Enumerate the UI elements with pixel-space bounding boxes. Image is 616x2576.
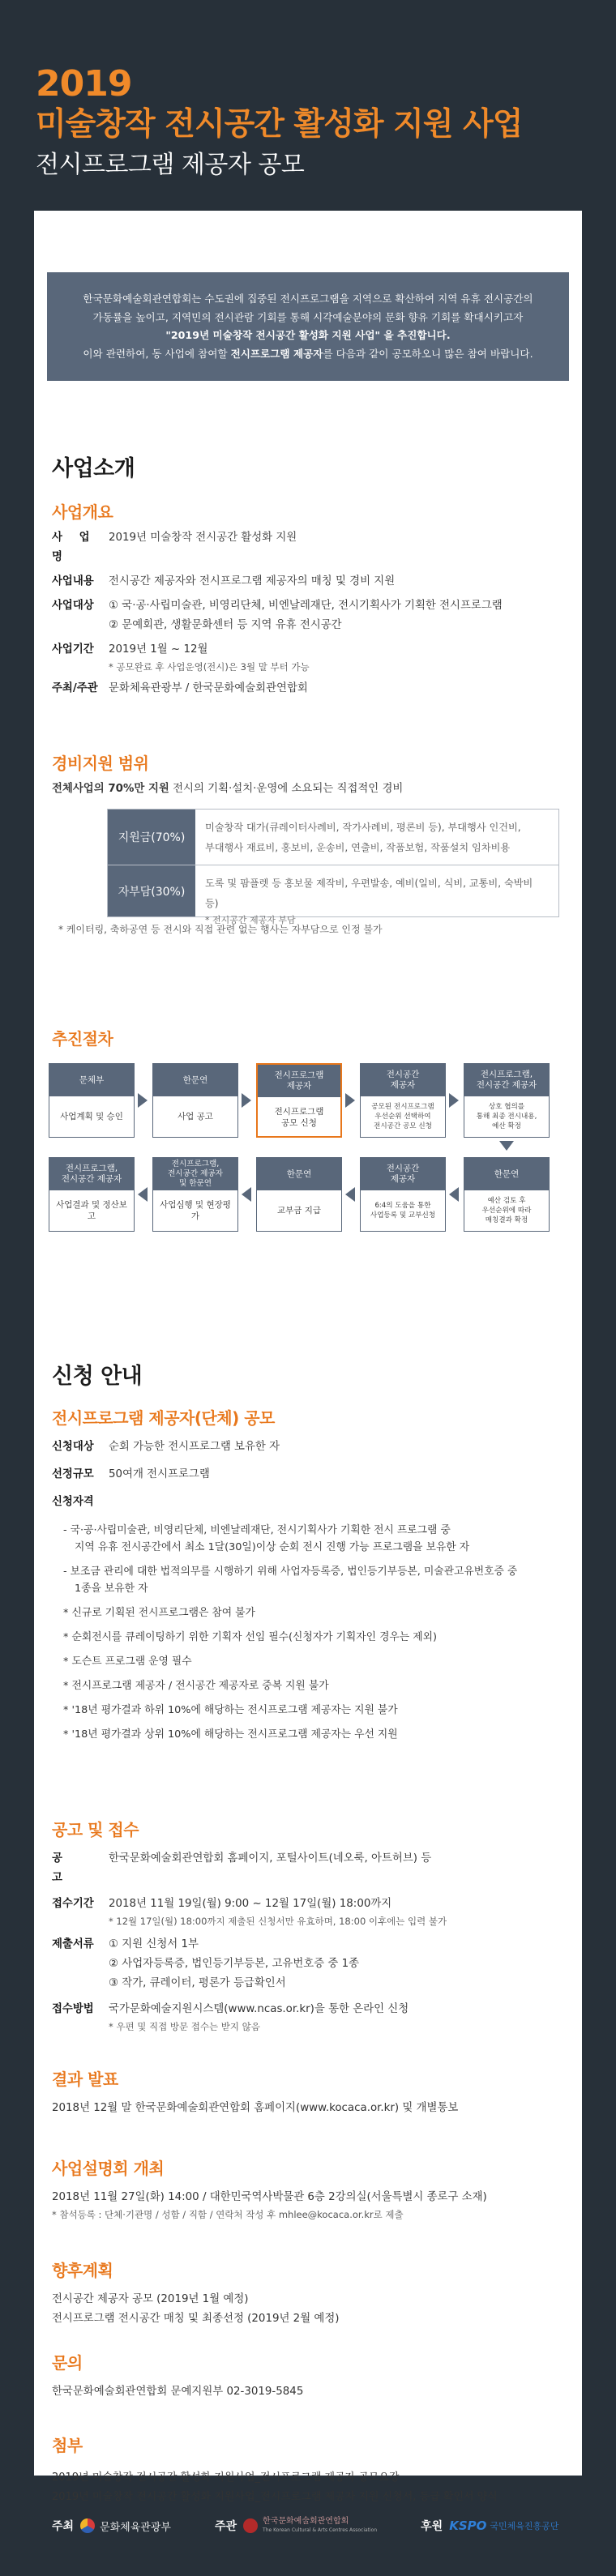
row-value: 순회 가능한 전시프로그램 보유한 자 <box>109 1441 280 1453</box>
row-value: 문화체육관광부 / 한국문화예술회관연합회 <box>109 682 308 694</box>
process-step <box>360 1063 446 1138</box>
subtitle-notice: 공고 및 접수 <box>52 1820 139 1839</box>
kspo-logo-icon: KSPO <box>449 2518 487 2533</box>
row-value <box>109 1935 571 1993</box>
arrow-down-icon <box>499 1141 514 1151</box>
row-key: 주최/주관 <box>52 682 98 694</box>
row-key: 접수방법 <box>52 2003 94 2015</box>
row-note: * 공모완료 후 사업운영(전시)은 3월 말 부터 가능 <box>109 661 310 673</box>
arrow-left-icon <box>138 1187 148 1202</box>
arrow-left-icon <box>242 1187 251 1202</box>
step-body: 공모된 전시프로그램 우선순위 선택하여 전시공간 공모 신청 <box>371 1103 434 1130</box>
overview-row <box>52 528 563 567</box>
row-value-line: 국가문화예술지원시스템(www.ncas.or.kr)을 통한 온라인 신청 <box>109 2003 409 2015</box>
intro-text: 를 다음과 같이 공모하오니 많은 참여 바랍니다. <box>323 347 533 360</box>
step-title: 전시프로그램 제공자 <box>258 1065 340 1097</box>
budget-key: 자부담(30%) <box>108 865 195 916</box>
content-card <box>34 211 582 2503</box>
qualification-list <box>63 1522 566 1750</box>
process-step <box>464 1063 550 1138</box>
budget-row <box>108 810 558 865</box>
budget-lead-text: 전시의 기획·설치·운영에 소요되는 직접적인 경비 <box>169 783 404 795</box>
row-key: 접수기간 <box>52 1898 94 1910</box>
step-title: 전시공간 제공자 <box>361 1158 445 1190</box>
qualification-item: * '18년 평가결과 하위 10%에 해당하는 전시프로그램 제공자는 지원 불가 <box>63 1704 398 1716</box>
overview-row <box>52 596 563 635</box>
overview-list <box>52 528 563 703</box>
step-body: 사업계획 및 승인 <box>60 1112 123 1121</box>
budget-note: * 전시공간 제공자 부담 <box>205 915 296 925</box>
row-value <box>109 596 563 635</box>
host-label: 주최 <box>52 2520 75 2533</box>
qualification-item: * '18년 평가결과 상위 10%에 해당하는 전시프로그램 제공자는 우선 지원 <box>63 1728 398 1741</box>
notice-row <box>52 1935 571 1993</box>
row-value-line: ② 사업자등록증, 법인등기부등본, 고유번호증 중 1종 <box>109 1958 360 1970</box>
budget-value-line: 도록 및 팜플렛 등 홍보물 제작비, 우편발송, 예비(일비, 식비, 교통비, 숙박비 등) <box>205 878 533 909</box>
step-title: 전시프로그램, 전시공간 제공자 <box>49 1158 134 1190</box>
qualification-item: - 보조금 관리에 대한 법적의무를 시행하기 위해 사업자등록증, 법인등기부등본, 미술관고유번호증 중 1종을 보유한 자 <box>63 1566 518 1595</box>
section-title-overview: 사업소개 <box>52 456 135 481</box>
organizer-name: 한국문화예술회관연합회 <box>263 2517 349 2526</box>
row-value: 50여개 전시프로그램 <box>109 1468 210 1480</box>
row-value <box>109 2000 571 2034</box>
arrow-left-icon <box>345 1187 355 1202</box>
budget-footnote: * 케이터링, 축하공연 등 전시와 직접 관련 없는 행사는 자부담으로 인정 불가 <box>58 924 383 935</box>
qualification-item: * 전시프로그램 제공자 / 전시공간 제공자로 중복 지원 불가 <box>63 1680 329 1692</box>
intro-bold: 전시프로그램 제공자 <box>230 347 323 360</box>
overview-row <box>52 572 563 592</box>
intro-text: 이와 관련하여, 동 사업에 참여할 <box>83 347 231 360</box>
step-body: 교부금 지급 <box>276 1206 322 1215</box>
row-value-line: 2018년 11월 19일(월) 9:00 ~ 12월 17일(월) 18:00까지 <box>109 1898 392 1910</box>
row-value-line: ① 국·공·사립미술관, 비영리단체, 비엔날레재단, 전시기획사가 기획한 전시프로그램 <box>109 600 503 612</box>
step-title: 한문연 <box>257 1158 341 1190</box>
host-logo <box>52 2518 171 2534</box>
sponsor-logo <box>421 2518 558 2534</box>
budget-value-line: 부대행사 재료비, 홍보비, 운송비, 연출비, 작품보험, 작품설치 임차비용 <box>205 842 511 853</box>
row-note: * 우편 및 직접 방문 접수는 받지 않음 <box>109 2021 260 2032</box>
overview-row <box>52 679 563 698</box>
row-value: 2019년 미술창작 전시공간 활성화 지원 <box>109 532 297 544</box>
row-key: 사업내용 <box>52 575 94 587</box>
process-step <box>152 1157 238 1232</box>
process-step <box>49 1157 135 1232</box>
budget-value <box>195 865 558 925</box>
kocaca-emblem-icon <box>243 2518 258 2533</box>
qualification-item: * 순회전시를 큐레이팅하기 위한 기획자 선임 필수(신청자가 기획자인 경우는 제외) <box>63 1631 437 1643</box>
step-title: 한문연 <box>153 1064 237 1096</box>
apply-row <box>52 1465 563 1485</box>
plan-list <box>52 2290 339 2329</box>
attachment-link[interactable]: 2019년 미술창작 전시공간 활성화 지원사업_전시프로그램 제공자 지원 신청서, 등급 확인서 양식 <box>52 2491 498 2503</box>
row-value: 한국문화예술회관연합회 홈페이지, 포털사이트(네오룩, 아트허브) 등 <box>109 1852 432 1865</box>
header-subtitle: 전시프로그램 제공자 공모 <box>36 151 305 179</box>
row-note: * 12월 17일(월) 18:00까지 제출된 신청서만 유효하며, 18:00 이후에는 입력 불가 <box>109 1916 447 1927</box>
budget-lead <box>52 780 403 799</box>
notice-row <box>52 2000 571 2034</box>
process-step-highlighted <box>256 1063 342 1138</box>
subtitle-plan: 향후계획 <box>52 2261 113 2280</box>
arrow-right-icon <box>345 1093 355 1108</box>
qualification-item: * 도슨트 프로그램 운영 필수 <box>63 1655 192 1668</box>
budget-key: 지원금(70%) <box>108 810 195 865</box>
attachment-link[interactable]: 2019년 미술창작 전시공간 활성화 지원사업_전시프로그램 제공자 공모요강 <box>52 2471 400 2484</box>
arrow-right-icon <box>242 1093 251 1108</box>
step-title: 전시프로그램, 전시공간 제공자 <box>464 1064 549 1096</box>
footer-sponsors <box>0 2476 616 2576</box>
process-step <box>49 1063 135 1138</box>
arrow-left-icon <box>449 1187 459 1202</box>
result-text: 2018년 12월 말 한국문화예술회관연합회 홈페이지(www.kocaca.or.kr) 및 개별통보 <box>52 2102 459 2114</box>
process-step <box>256 1157 342 1232</box>
plan-item: 전시공간 제공자 공모 (2019년 1월 예정) <box>52 2293 249 2305</box>
row-key: 신청대상 <box>52 1441 94 1453</box>
arrow-right-icon <box>449 1093 459 1108</box>
row-key: 사업기간 <box>52 643 94 656</box>
subtitle-apply: 전시프로그램 제공자(단체) 공모 <box>52 1408 275 1428</box>
subtitle-budget: 경비지원 범위 <box>52 754 149 773</box>
subtitle-process: 추진절차 <box>52 1029 113 1049</box>
apply-row <box>52 1493 563 1512</box>
process-step <box>464 1157 550 1232</box>
organizer-logo <box>215 2517 377 2535</box>
budget-value-line: 미술창작 대가(큐레이터사례비, 작가사례비, 평론비 등), 부대행사 인건비, <box>205 822 521 833</box>
subtitle-attach: 첨부 <box>52 2436 83 2455</box>
row-key: 제출서류 <box>52 1938 94 1950</box>
row-value-line: 2019년 1월 ~ 12월 <box>109 643 208 656</box>
step-title: 전시프로그램, 전시공간 제공자 및 한문연 <box>153 1158 237 1190</box>
row-value <box>109 640 563 674</box>
organizer-text <box>263 2517 377 2535</box>
budget-table <box>107 809 559 925</box>
row-value-line: ② 문예회관, 생활문화센터 등 지역 유휴 전시공간 <box>109 619 342 631</box>
ministry-emblem-icon <box>80 2518 95 2533</box>
budget-row <box>108 865 558 925</box>
row-value <box>109 1895 571 1929</box>
arrow-right-icon <box>138 1093 148 1108</box>
row-value-line: ③ 작가, 큐레이터, 평론가 등급확인서 <box>109 1977 286 1989</box>
process-step <box>152 1063 238 1138</box>
organizer-name-en: The Korean Cultural & Arts Centres Association <box>263 2527 378 2533</box>
budget-lead-bold: 전체사업의 70%만 지원 <box>52 783 169 795</box>
row-key: 사 업 명 <box>52 532 96 563</box>
plan-item: 전시프로그램 전시공간 매칭 및 최종선정 (2019년 2월 예정) <box>52 2313 340 2325</box>
row-key: 공 고 <box>52 1852 82 1884</box>
qualification-item: - 국·공·사립미술관, 비영리단체, 비엔날레재단, 전시기획사가 기획한 전시 프로그램 중 지역 유휴 전시공간에서 최소 1달(30일)이상 순회 전시 진행 가능 프로그램을 보유한 자 <box>63 1524 470 1553</box>
briefing-text: 2018년 11월 27일(화) 14:00 / 대한민국역사박물관 6층 2강의실(서울특별시 종로구 소재) <box>52 2191 487 2203</box>
step-body: 사업심행 및 현장평가 <box>160 1200 231 1221</box>
intro-line <box>62 345 554 364</box>
organizer-label: 주관 <box>214 2520 237 2533</box>
header-year: 2019 <box>36 63 132 105</box>
budget-value <box>195 810 558 865</box>
contact-text: 한국문화예술회관연합회 문예지원부 02-3019-5845 <box>52 2386 304 2398</box>
section-title-apply: 신청 안내 <box>52 1364 143 1389</box>
step-body: 상호 협의를 통해 최종 전시내용, 예산 확정 <box>476 1103 537 1130</box>
intro-line: 한국문화예술회관연합회는 수도권에 집중된 전시프로그램을 지역으로 확산하여 지역 유휴 전시공간의 <box>83 293 533 305</box>
step-title: 문체부 <box>49 1064 134 1096</box>
apply-list <box>52 1438 563 1517</box>
step-body: 예산 검토 후 우선순위에 따라 매칭결과 확정 <box>481 1197 532 1224</box>
host-name: 문화체육관광부 <box>100 2521 171 2534</box>
intro-line: "2019년 미술창작 전시공간 활성화 지원 사업" 을 추진합니다. <box>165 329 451 341</box>
row-key: 선정규모 <box>52 1468 94 1480</box>
subtitle-result: 결과 발표 <box>52 2070 118 2089</box>
subtitle-overview: 사업개요 <box>52 502 113 522</box>
subtitle-contact: 문의 <box>52 2353 83 2373</box>
sponsor-label: 후원 <box>421 2520 443 2533</box>
step-body: 사업 공고 <box>178 1112 213 1121</box>
notice-row <box>52 1895 571 1929</box>
step-body: 전시프로그램 공모 신청 <box>274 1107 324 1128</box>
step-title: 한문연 <box>464 1158 549 1190</box>
row-key: 신청자격 <box>52 1496 94 1508</box>
step-title: 전시공간 제공자 <box>361 1064 445 1096</box>
sponsor-name: 국민체육진흥공단 <box>490 2521 559 2531</box>
row-key: 사업대상 <box>52 600 94 612</box>
step-body: 6:4의 도움을 통한 사업등록 및 교부신청 <box>370 1202 436 1220</box>
page-header <box>0 0 616 193</box>
subtitle-briefing: 사업설명회 개최 <box>52 2159 165 2178</box>
row-value: 전시공간 제공자와 전시프로그램 제공자의 매칭 및 경비 지원 <box>109 575 396 587</box>
apply-row <box>52 1438 563 1457</box>
briefing-note: * 참석등록 : 단체·기관명 / 성함 / 직함 / 연락처 작성 후 mhlee@kocaca.or.kr로 제출 <box>52 2209 404 2220</box>
budget-table-wrap <box>107 809 559 925</box>
intro-box <box>47 272 569 381</box>
intro-line: 가동률을 높이고, 지역민의 전시관람 기회를 통해 시각예술분야의 문화 향유 기회를 확대시키고자 <box>92 310 524 323</box>
qualification-item: * 신규로 기획된 전시프로그램은 참여 불가 <box>63 1607 255 1619</box>
header-title: 미술창작 전시공간 활성화 지원 사업 <box>36 106 523 143</box>
row-value-line: ① 지원 신청서 1부 <box>109 1938 199 1950</box>
notice-row <box>52 1849 571 1888</box>
notice-list <box>52 1849 571 2039</box>
process-step <box>360 1157 446 1232</box>
step-body: 사업결과 및 정산보고 <box>56 1200 127 1221</box>
overview-row <box>52 640 563 674</box>
